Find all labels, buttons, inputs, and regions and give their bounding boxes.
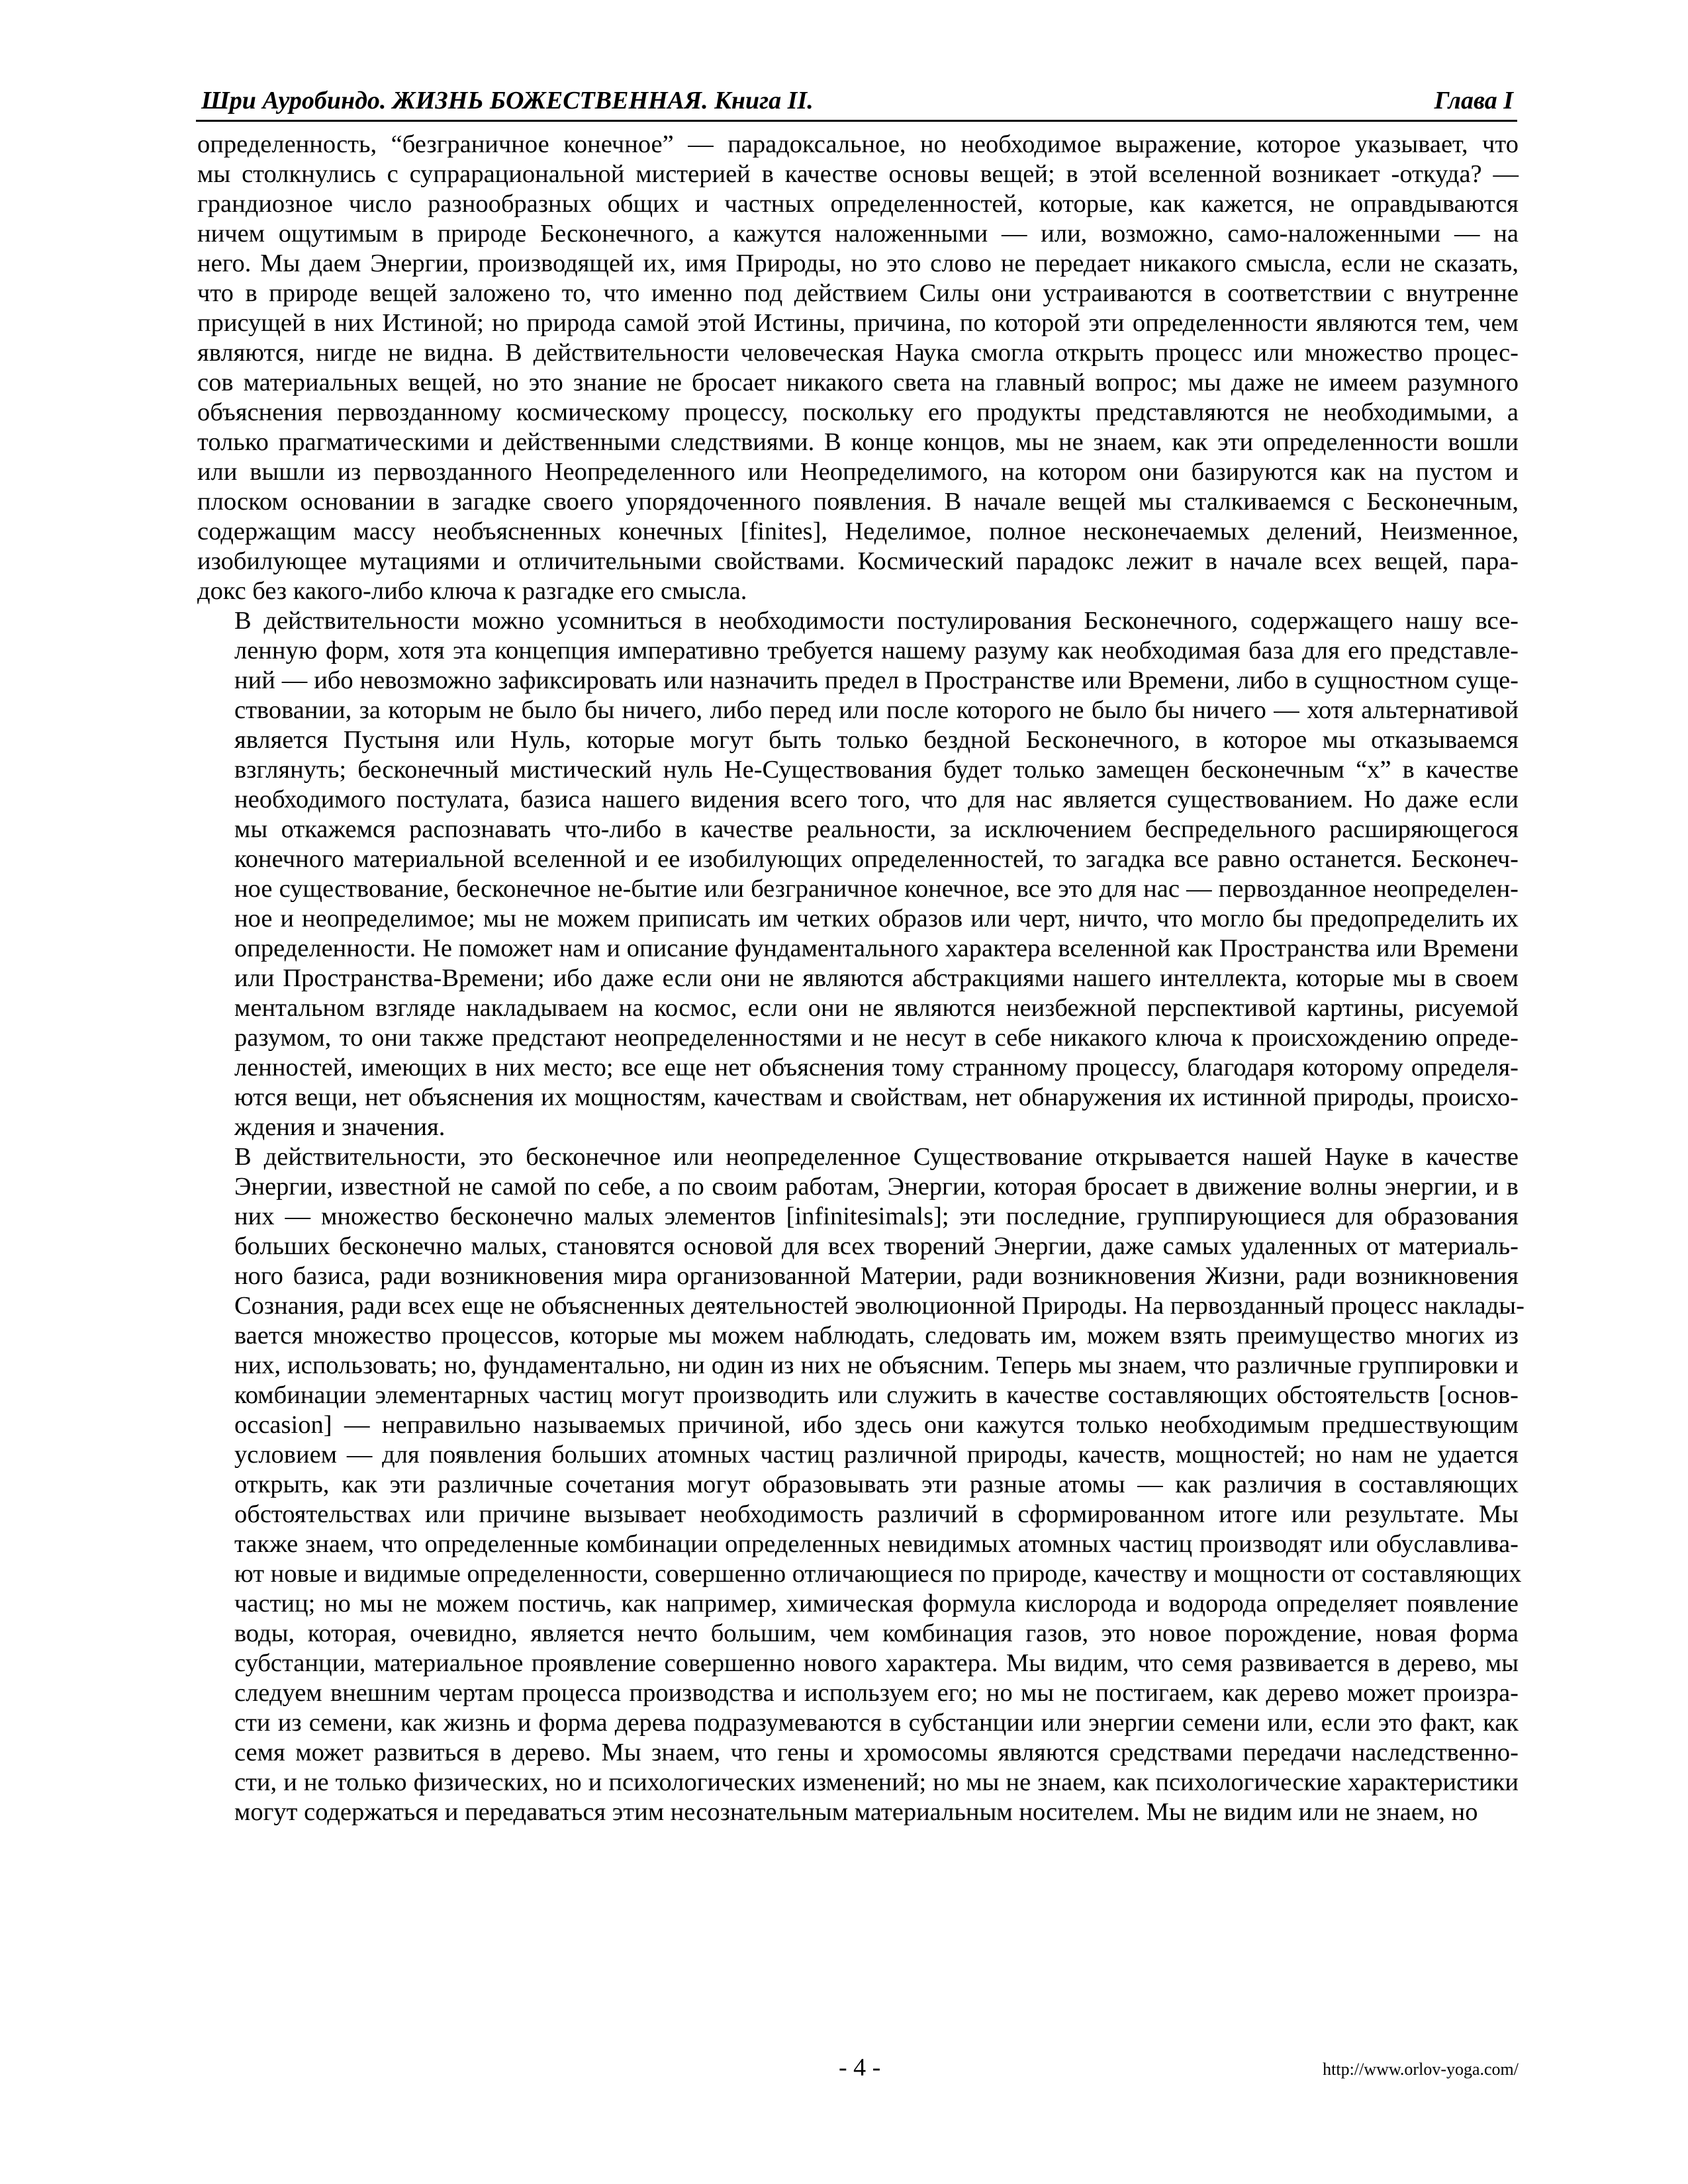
text-line: ного базиса, ради возникновения мира организованной Материи, ради возникновения Жизни, ради возникновения <box>234 1262 1519 1290</box>
text-line: семя может развиться в дерево. Мы знаем, что гены и хромосомы являются средствами передачи наследственно- <box>234 1739 1519 1766</box>
text-line: него. Мы даем Энергии, производящей их, имя Природы, но это слово не передает никакого смысла, если не сказать, <box>197 250 1519 277</box>
text-line: изобилующее мутациями и отличительными свойствами. Космический парадокс лежит в начале всех вещей, пара- <box>197 547 1519 575</box>
site-url: http://www.orlov-yoga.com/ <box>1323 2060 1519 2079</box>
page-header <box>196 83 1517 122</box>
text-line: содержащим массу необъясненных конечных [finites], Неделимое, полное несконечаемых делений, Неизменное, <box>197 518 1519 545</box>
text-line: мы откажемся распознавать что-либо в качестве реальности, за исключением беспредельного расширяющегося <box>234 815 1519 843</box>
paragraph <box>197 130 1519 606</box>
text-line: В действительности, это бесконечное или неопределенное Существование открывается нашей Науке в качестве <box>234 1143 1519 1171</box>
text-line: объяснения первозданному космическому процессу, поскольку его продукты представляются не необходимыми, а <box>197 398 1519 426</box>
body-text <box>197 130 1524 1827</box>
text-line: необходимого постулата, базиса нашего видения всего того, что для нас является существованием. Но даже если <box>234 786 1519 813</box>
text-line: Энергии, известной не самой по себе, а по своим работам, Энергии, которая бросает в движение волны энергии, и в <box>234 1173 1519 1201</box>
text-line: вается множество процессов, которые мы можем наблюдать, следовать им, можем взять преимущество многих из <box>234 1322 1519 1349</box>
text-line: только прагматическими и действенными следствиями. В конце концов, мы не знаем, как эти определенности вошли <box>197 428 1519 456</box>
text-line: ментальном взгляде накладываем на космос, если они не являются неизбежной перспективой картины, рисуемой <box>234 994 1519 1022</box>
text-line: ленностей, имеющих в них место; все еще нет объяснения тому странному процессу, благодаря которому определя- <box>234 1054 1519 1081</box>
text-line: субстанции, материальное проявление совершенно нового характера. Мы видим, что семя развивается в дерево, мы <box>234 1649 1519 1677</box>
text-line: сов материальных вещей, но это знание не бросает никакого света на главный вопрос; мы даже не имеем разумного <box>197 369 1519 396</box>
text-line: могут содержаться и передаваться этим несознательным материальным носителем. Мы не видим или не знаем, но <box>234 1798 1478 1826</box>
text-line: являются, нигде не видна. В действительности человеческая Наука смогла открыть процесс или множество процес- <box>197 339 1519 367</box>
text-line: определенности. Не поможет нам и описание фундаментального характера вселенной как Пространства или Времени <box>234 934 1519 962</box>
text-line: разумом, то они также предстают неопределенностями и не несут в себе никакого ключа к происхождению опреде- <box>234 1024 1519 1052</box>
paragraph <box>197 606 1519 1142</box>
text-line: или Пространства-Времени; ибо даже если они не являются абстракциями нашего интеллекта, которые мы в своем <box>234 964 1519 992</box>
text-line: мы столкнулись с супрарациональной мистерией в качестве основы вещей; в этой вселенной возникает -откуда? — <box>197 160 1519 188</box>
text-line: открыть, как эти различные сочетания могут образовывать эти разные атомы — как различия в составляющих <box>234 1471 1519 1498</box>
text-line: грандиозное число разнообразных общих и частных определенностей, которые, как кажется, не оправдываются <box>197 190 1519 218</box>
text-line: или вышли из первозданного Неопределенного или Неопределимого, на котором они базируются как на пустом и <box>197 458 1519 486</box>
text-line: является Пустыня или Нуль, которые могут быть только бездной Бесконечного, в которое мы отказываемся <box>234 726 1519 754</box>
chapter-label: Глава I <box>1434 87 1513 114</box>
text-line: конечного материальной вселенной и ее изобилующих определенностей, то загадка все равно останется. Бесконеч- <box>234 845 1519 873</box>
paragraph <box>197 1142 1524 1827</box>
text-line: сти из семени, как жизнь и форма дерева подразумеваются в субстанции или энергии семени или, если это факт, как <box>234 1709 1519 1737</box>
text-line: ют новые и видимые определенности, совершенно отличающиеся по природе, качеству и мощности от составляющих <box>234 1560 1522 1588</box>
text-line: ждения и значения. <box>234 1113 445 1141</box>
text-line: В действительности можно усомниться в необходимости постулирования Бесконечного, содержащего нашу все- <box>234 607 1519 635</box>
text-line: ное существование, бесконечное не-бытие или безграничное конечное, все это для нас — первозданное неопределен- <box>234 875 1519 903</box>
text-line: сти, и не только физических, но и психологических изменений; но мы не знаем, как психологические характеристики <box>234 1768 1519 1796</box>
text-line: ленную форм, хотя эта концепция императивно требуется нашему разуму как необходимая база для его представле- <box>234 637 1519 664</box>
text-line: обстоятельствах или причине вызывает необходимость различий в сформированном итоге или результате. Мы <box>234 1500 1519 1528</box>
page-number: - 4 - <box>839 2054 881 2081</box>
text-line: ний — ибо невозможно зафиксировать или назначить предел в Пространстве или Времени, либо в сущностном суще- <box>234 666 1519 694</box>
text-line: что в природе вещей заложено то, что именно под действием Силы они устраиваются в соответствии с внутренне <box>197 279 1519 307</box>
text-line: взглянуть; бесконечный мистический нуль Не-Существования будет только замещен бесконечным “х” в качестве <box>234 756 1519 784</box>
text-line: докс без какого-либо ключа к разгадке его смысла. <box>197 577 747 605</box>
text-line: occasion] — неправильно называемых причиной, ибо здесь они кажутся только необходимым предшествующим <box>234 1411 1519 1439</box>
text-line: условием — для появления больших атомных частиц различной природы, качеств, мощностей; но нам не удается <box>234 1441 1519 1469</box>
text-line: Сознания, ради всех еще не объясненных деятельностей эволюционной Природы. На первозданный процесс наклады- <box>234 1292 1524 1320</box>
text-line: ное и неопределимое; мы не можем приписать им четких образов или черт, ничто, что могло бы предопределить их <box>234 905 1519 933</box>
text-line: комбинации элементарных частиц могут производить или служить в качестве составляющих обстоятельств [основ- <box>234 1381 1519 1409</box>
text-line: ствовании, за которым не было бы ничего, либо перед или после которого не было бы ничего — хотя альтернативой <box>234 696 1519 724</box>
text-line: ничем ощутимым в природе Бесконечного, а кажутся наложенными — или, возможно, само-наложенными — на <box>197 220 1519 248</box>
text-line: больших бесконечно малых, становятся основой для всех творений Энергии, даже самых удаленных от материаль- <box>234 1232 1519 1260</box>
text-line: ются вещи, нет объяснения их мощностям, качествам и свойствам, нет обнаружения их истинной природы, происхо- <box>234 1083 1519 1111</box>
text-line: них — множество бесконечно малых элементов [infinitesimals]; эти последние, группирующиеся для образования <box>234 1203 1519 1230</box>
text-line: частиц; но мы не можем постичь, как например, химическая формула кислорода и водорода определяет появление <box>234 1590 1519 1617</box>
header-rule <box>196 120 1517 122</box>
text-line: присущей в них Истиной; но природа самой этой Истины, причина, по которой эти определенности являются тем, чем <box>197 309 1519 337</box>
text-line: следуем внешним чертам процесса производства и используем его; но мы не постигаем, как дерево может произра- <box>234 1679 1519 1707</box>
text-line: определенность, “безграничное конечное” — парадоксальное, но необходимое выражение, которое указывает, что <box>197 130 1519 158</box>
text-line: плоском основании в загадке своего упорядоченного появления. В начале вещей мы сталкиваемся с Бесконечным, <box>197 488 1519 516</box>
text-line: также знаем, что определенные комбинации определенных невидимых атомных частиц производят или обуславлива- <box>234 1530 1519 1558</box>
book-title: Шри Ауробиндо. ЖИЗНЬ БОЖЕСТВЕННАЯ. Книга II. <box>201 87 814 114</box>
text-line: воды, которая, очевидно, является нечто большим, чем комбинация газов, это новое порождение, новая форма <box>234 1619 1519 1647</box>
text-line: них, использовать; но, фундаментально, ни один из них не объясним. Теперь мы знаем, что различные группировки и <box>234 1351 1519 1379</box>
